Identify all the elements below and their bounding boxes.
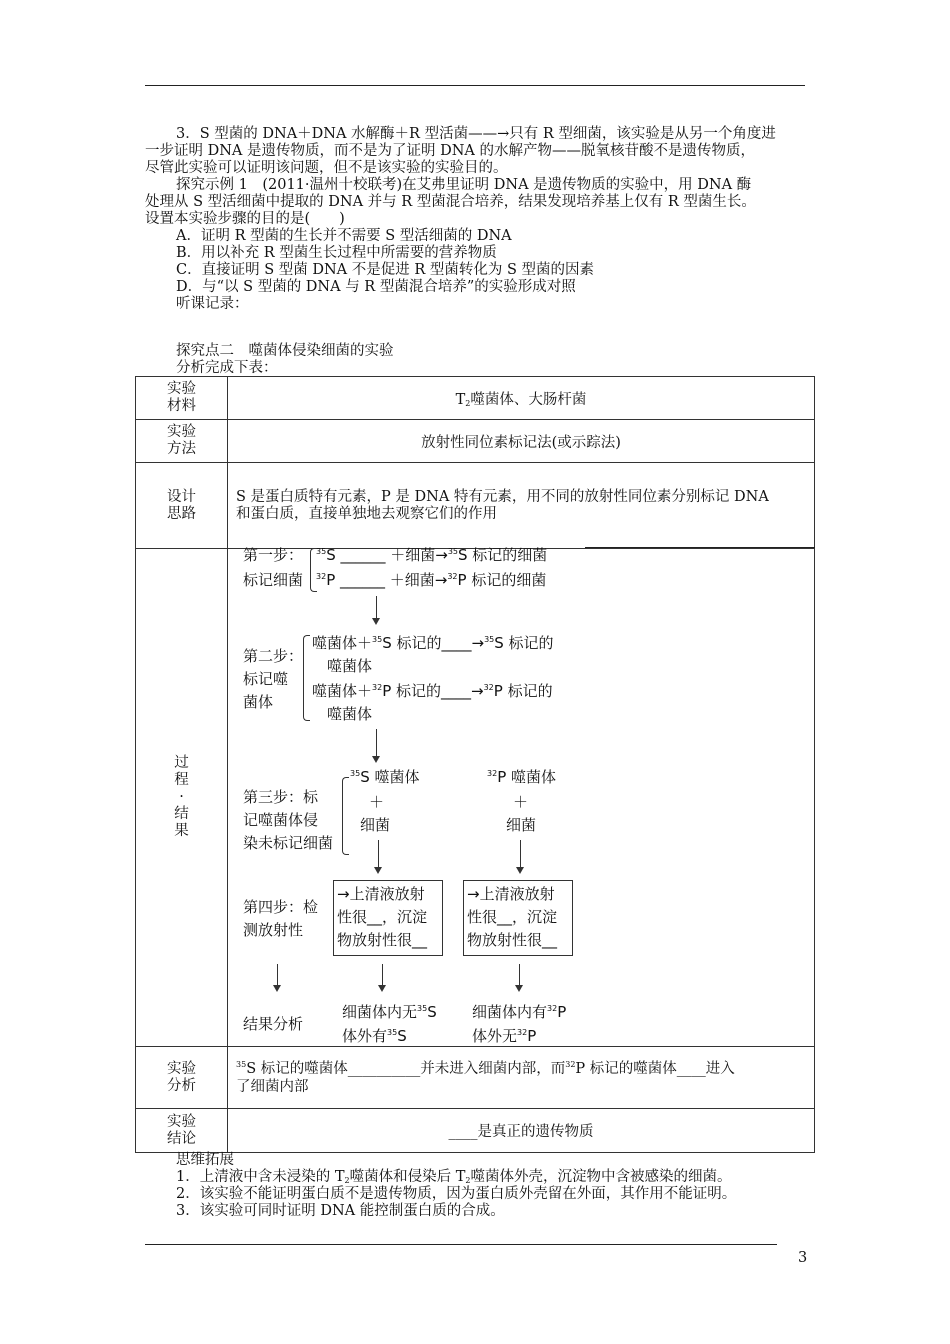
arrow-step4-mid-head bbox=[273, 985, 281, 992]
step2-line-a2: 噬菌体 bbox=[327, 657, 373, 675]
footer-rule bbox=[145, 1244, 777, 1245]
paragraph-3-line-2: 一步证明 DNA 是遗传物质，而不是为了证明 DNA 的水解产物——脱氧核苷酸不是遗传物质， bbox=[145, 143, 756, 159]
option-a: A．证明 R 型菌的生长并不需要 S 型活细菌的 DNA bbox=[176, 228, 512, 244]
row-analysis bbox=[136, 1047, 815, 1109]
step3-right-bacteria: 细菌 bbox=[506, 816, 537, 834]
result-right-line-1: 细菌体内有$^{32}$P bbox=[472, 1003, 567, 1021]
option-d: D．与“以 S 型菌的 DNA 与 R 型菌混合培养”的实验形成对照 bbox=[176, 279, 576, 295]
step3-left-bacteria: 细菌 bbox=[360, 816, 391, 834]
step4-title-2: 测放射性 bbox=[243, 921, 304, 939]
arrow-step2-down bbox=[376, 729, 377, 759]
step3-title-1: 第三步：标 bbox=[243, 788, 319, 806]
extension-item-1: 1．上清液中含未浸染的 $T_2$噬菌体和侵染后 $T_2$噬菌体外壳，沉淀物中含被感染的细菌。 bbox=[176, 1169, 732, 1185]
step2-line-a: 噬菌体＋$^{35}$S 标记的____→$^{35}$S 标记的 bbox=[312, 634, 554, 652]
step1-title-2: 标记细菌 bbox=[243, 571, 304, 589]
step3-title-3: 染未标记细菌 bbox=[243, 834, 334, 852]
extension-item-2: 2．该实验不能证明蛋白质不是遗传物质，因为蛋白质外壳留在外面，其作用不能证明。 bbox=[176, 1186, 737, 1202]
arrow-step3-left bbox=[378, 840, 379, 870]
step1-title-1: 第一步： bbox=[243, 546, 304, 564]
result-left-line-1: 细菌体内无$^{35}$S bbox=[342, 1003, 437, 1021]
extension-item-3: 3．该实验可同时证明 DNA 能控制蛋白质的合成。 bbox=[176, 1203, 505, 1219]
arrow-step4-left-head bbox=[378, 985, 386, 992]
step3-left-plus: ＋ bbox=[369, 793, 385, 811]
page-number: 3 bbox=[798, 1250, 808, 1266]
paragraph-3-line-1: 3．S 型菌的 DNA＋DNA 水解酶＋R 型活菌——→只有 R 型细菌，该实验是从另一个角度进 bbox=[176, 126, 776, 142]
design-value: S 是蛋白质特有元素，P 是 DNA 特有元素，用不同的放射性同位素分别标记 DNA 和蛋白质，直接单独地去观察它们的作用 bbox=[228, 463, 815, 549]
option-b: B．用以补充 R 型菌生长过程中所需要的营养物质 bbox=[176, 245, 497, 261]
step2-title-1: 第二步： bbox=[243, 647, 304, 665]
flow-top-line bbox=[585, 547, 815, 548]
step2-line-b: 噬菌体＋$^{32}$P 标记的____→$^{32}$P 标记的 bbox=[312, 682, 553, 700]
result-box-s35: →上清液放射 性很__，沉淀 物放射性很__ bbox=[333, 880, 443, 956]
step2-brace bbox=[303, 635, 310, 721]
step2-line-b2: 噬菌体 bbox=[327, 705, 373, 723]
materials-value: $T_2$噬菌体、大肠杆菌 bbox=[228, 377, 815, 420]
conclusion-label: 实验 结论 bbox=[136, 1109, 228, 1153]
row-process bbox=[136, 549, 815, 1047]
arrow-step3-right bbox=[520, 840, 521, 870]
row-method bbox=[136, 420, 815, 463]
extension-title: 思维拓展 bbox=[176, 1152, 234, 1168]
example-line-3: 设置本实验步骤的目的是( ) bbox=[145, 211, 345, 227]
step3-right-phage: $^{32}$P 噬菌体 bbox=[487, 768, 557, 786]
arrow-step1-head bbox=[372, 618, 380, 625]
option-c: C．直接证明 S 型菌 DNA 不是促进 R 型菌转化为 S 型菌的因素 bbox=[176, 262, 595, 278]
step3-right-plus: ＋ bbox=[513, 793, 529, 811]
conclusion-value: ____是真正的遗传物质 bbox=[228, 1109, 815, 1153]
example-line-2: 处理从 S 型活细菌中提取的 DNA 并与 R 型菌混合培养，结果发现培养基上仅有 R 型菌生长。 bbox=[145, 194, 756, 210]
row-conclusion bbox=[136, 1109, 815, 1153]
step3-left-phage: $^{35}$S 噬菌体 bbox=[350, 768, 420, 786]
example-line-1: 探究示例 1 (2011·温州十校联考)在艾弗里证明 DNA 是遗传物质的实验中，用 DNA 酶 bbox=[176, 177, 752, 193]
paragraph-3-line-3: 尽管此实验可以证明该问题，但不是该实验的实验目的。 bbox=[145, 160, 508, 176]
process-label: 过 程 · 结 果 bbox=[136, 549, 228, 1047]
arrow-step3-right-head bbox=[516, 867, 524, 874]
design-label: 设计 思路 bbox=[136, 463, 228, 549]
result-right-line-2: 体外无$^{32}$P bbox=[472, 1027, 537, 1045]
header-rule bbox=[145, 85, 805, 86]
row-materials bbox=[136, 377, 815, 420]
row-design bbox=[136, 463, 815, 549]
method-label: 实验 方法 bbox=[136, 420, 228, 463]
step2-title-3: 菌体 bbox=[243, 693, 274, 711]
method-value: 放射性同位素标记法(或示踪法) bbox=[228, 420, 815, 463]
arrow-step2-head bbox=[372, 756, 380, 763]
step2-title-2: 标记噬 bbox=[243, 670, 289, 688]
step3-brace bbox=[342, 777, 349, 855]
step1-line-p: $^{32}$P ______ ＋细菌→$^{32}$P 标记的细菌 bbox=[316, 571, 547, 589]
analysis-label: 实验 分析 bbox=[136, 1047, 228, 1109]
table-intro: 分析完成下表： bbox=[176, 360, 278, 376]
step1-line-s: $^{35}$S ______ ＋细菌→$^{35}$S 标记的细菌 bbox=[316, 546, 548, 564]
result-left-line-2: 体外有$^{35}$S bbox=[342, 1027, 407, 1045]
analysis-value: $^{35}$S 标记的噬菌体__________并未进入细菌内部，而$^{32}$P 标记的噬菌体____进入 了细菌内部 bbox=[228, 1047, 815, 1109]
result-box-p32: →上清液放射 性很__，沉淀 物放射性很__ bbox=[463, 880, 573, 956]
notes-label: 听课记录： bbox=[176, 296, 249, 312]
result-analysis-title: 结果分析 bbox=[243, 1015, 304, 1033]
arrow-step4-right-head bbox=[515, 985, 523, 992]
arrow-step3-left-head bbox=[374, 867, 382, 874]
materials-label: 实验 材料 bbox=[136, 377, 228, 420]
section-title: 探究点二 噬菌体侵染细菌的实验 bbox=[176, 343, 394, 359]
step3-title-2: 记噬菌体侵 bbox=[243, 811, 319, 829]
step4-title-1: 第四步：检 bbox=[243, 898, 319, 916]
